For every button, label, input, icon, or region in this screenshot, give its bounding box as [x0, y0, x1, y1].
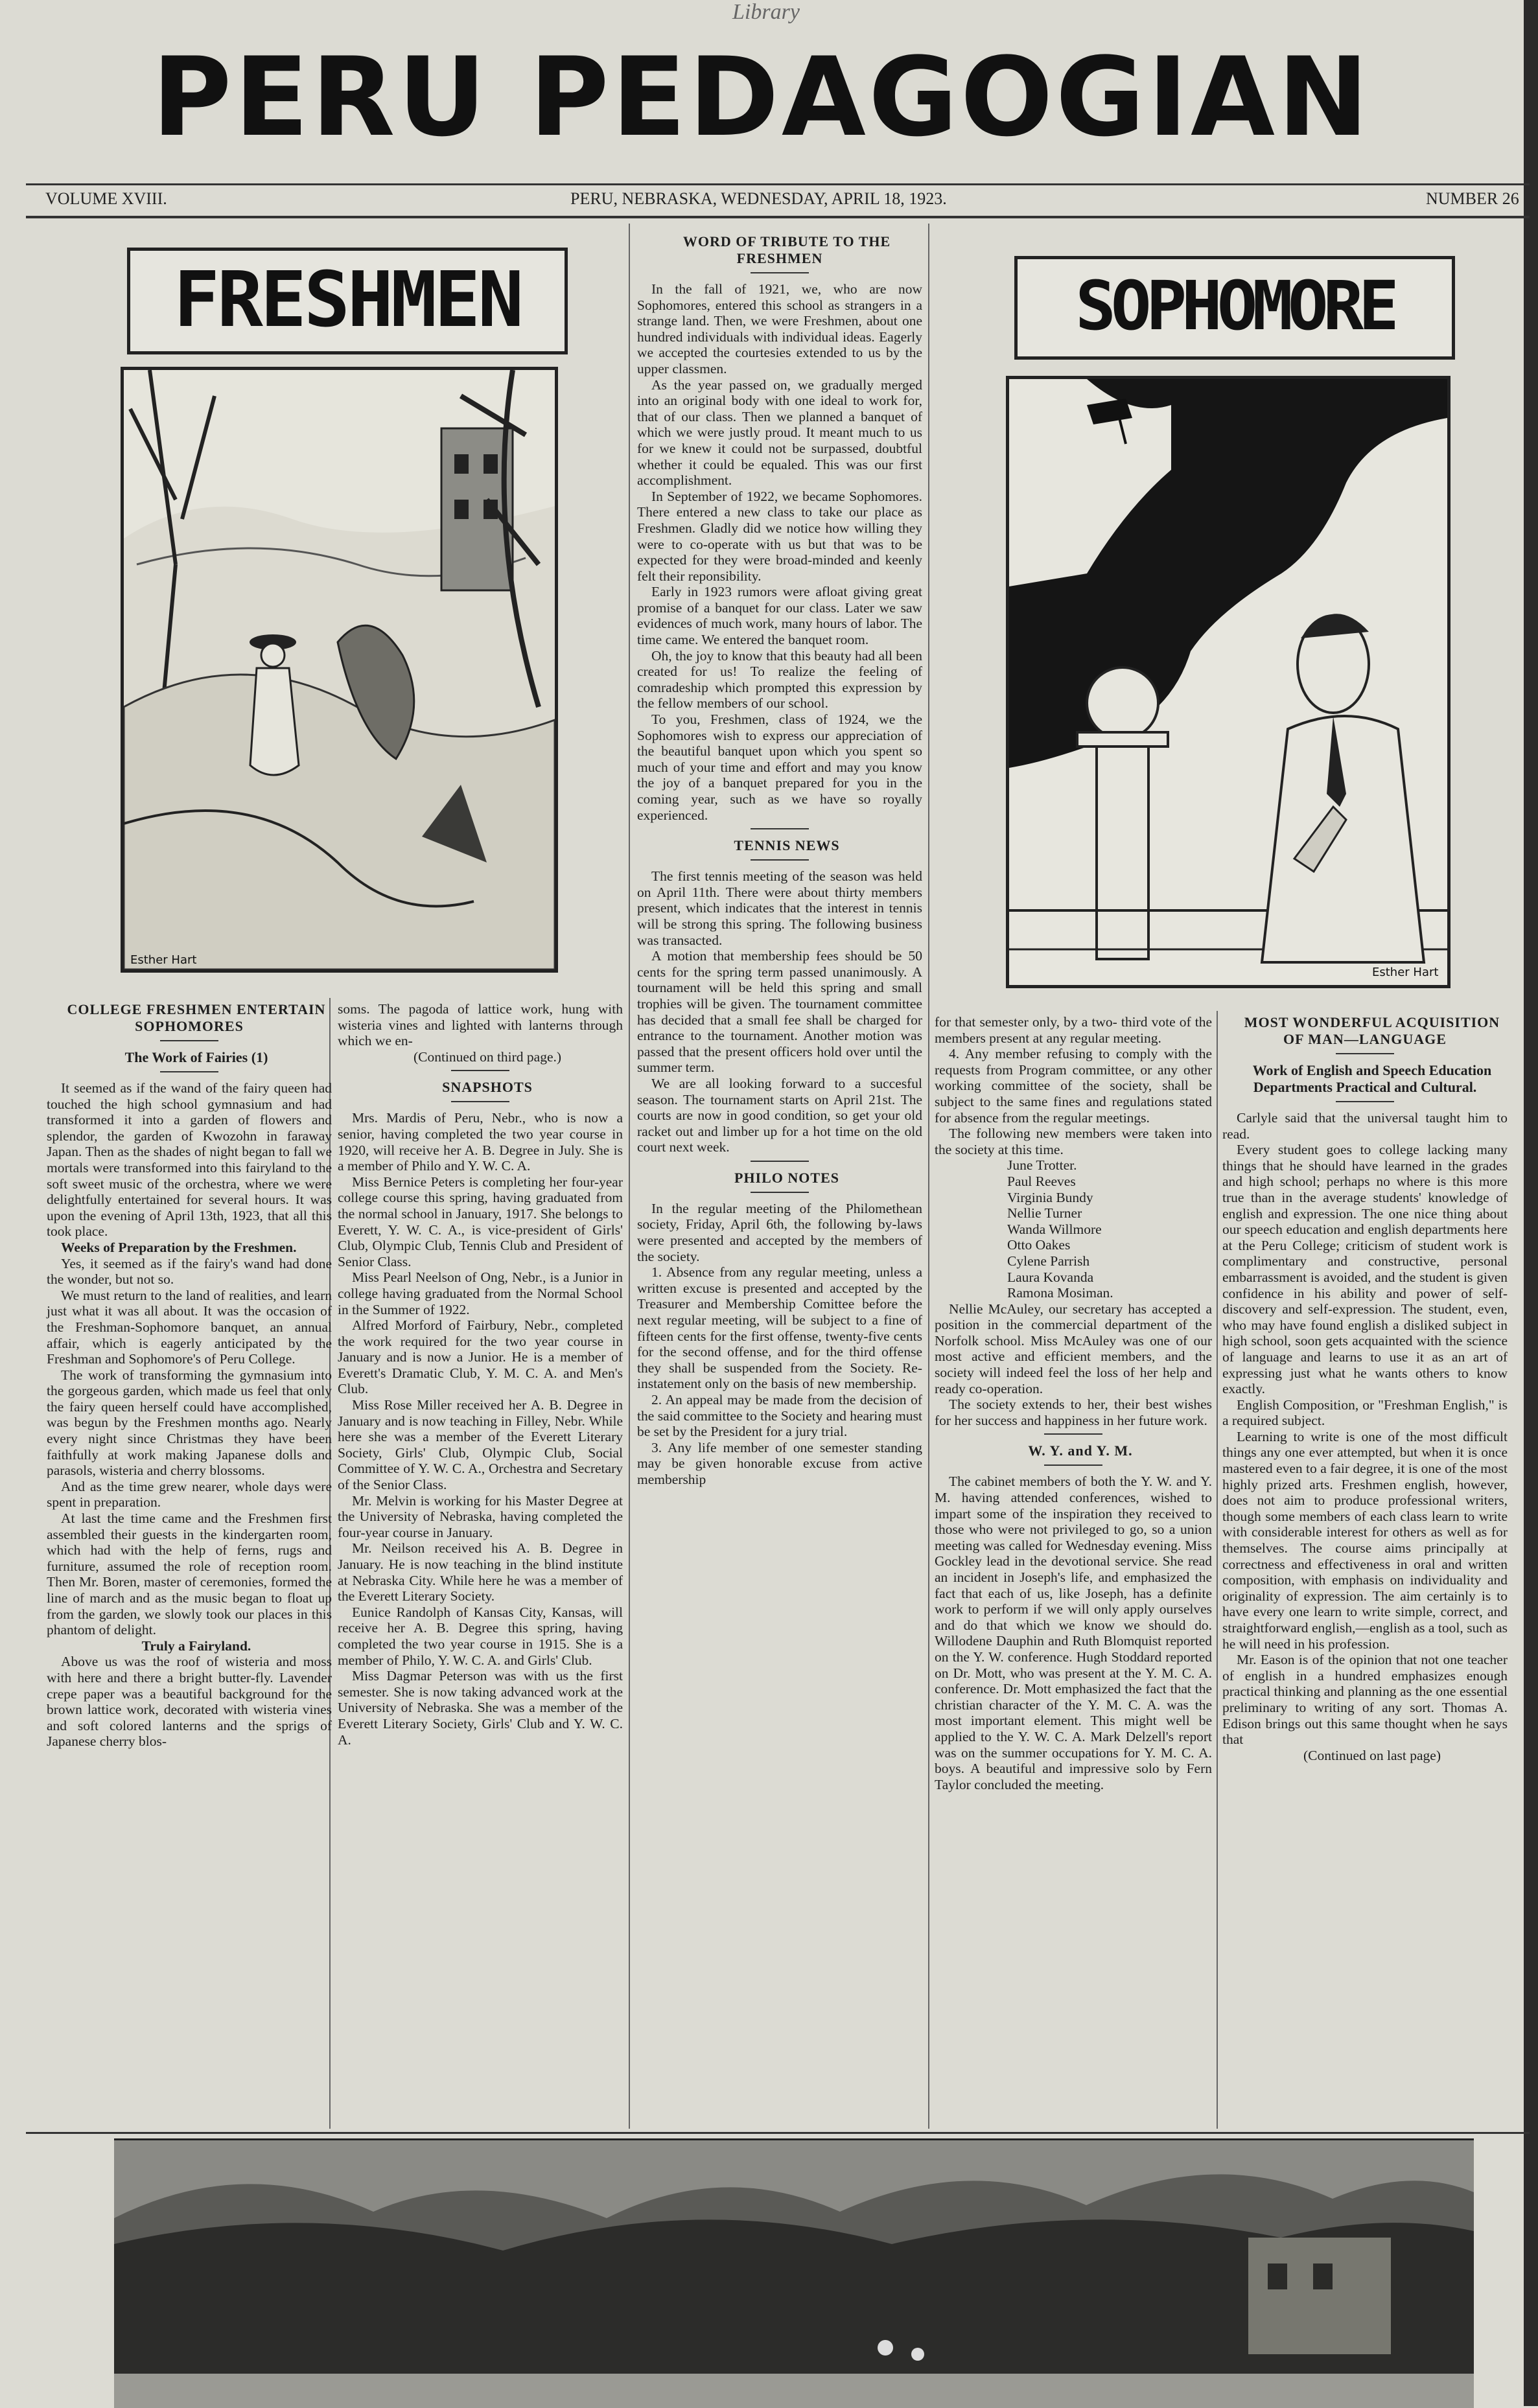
philo-notes-headline: PHILO NOTES	[734, 1169, 839, 1186]
sophomore-drawing	[1009, 379, 1447, 985]
word-of-tribute-headline: WORD OF TRIBUTE TO THE FRESHMEN	[682, 233, 891, 266]
college-freshmen-headline: COLLEGE FRESHMEN ENTERTAIN SOPHOMORES	[67, 1001, 326, 1034]
article-paragraph: It seemed as if the wand of the fairy queen had touched the high school gymnasium and had transformed it into a garden of flowers and splendor, the garden of Kwozohn in faraway Japan. Then as the shades of night began to fall we mortals were transformed into this fairyland to the soft sweet music of the orchestra, where we were delightfully entertained for several hours. It was upon the evening of April 13th, 1923, that all this took place.	[47, 1080, 332, 1240]
article-paragraph: 1. Absence from any regular meeting, unless a written excuse is presented and accepted by the Treasurer and Membership Comittee before the next regular meeting, will be subject to a fine of fifteen cents for the first offense, twenty-five cents for the second offense, and for the third offense they shall be suspended from the Society. Re-instatement only on the basis of new membership.	[637, 1264, 922, 1392]
inline-heading: Weeks of Preparation by the Freshmen.	[61, 1239, 297, 1255]
freshmen-drawing	[124, 370, 555, 969]
article-paragraph: Mrs. Mardis of Peru, Nebr., who is now a senior, having completed the two year course in 1920, will receive her A. B. Degree in July. She is a member of Philo and Y. W. C. A.	[338, 1110, 623, 1174]
article-paragraph: A motion that membership fees should be 50 cents for the spring term passed unanimously. A tournament will be held this spring and small trophies will be given. The tournament committee has decided that a small fee shall be charged for entrance to the tournament. Another motion was passed that the present officers hold over until the summer term.	[637, 948, 922, 1076]
masthead-title: PERU PEDAGOGIAN	[152, 34, 1371, 161]
member-name: Cylene Parrish	[1007, 1253, 1090, 1269]
article-paragraph: The following new members were taken into the society at this time.	[935, 1126, 1212, 1157]
column-2	[338, 1001, 623, 1748]
article-paragraph: In the fall of 1921, we, who are now Sophomores, entered this school as strangers in a strange land. Then, we were Freshmen, about one hundred individuals with individual ideas. Eagerly we accepted the courtesies extended to us by the upper classmen.	[637, 281, 922, 376]
campus-photograph	[114, 2138, 1474, 2408]
article-paragraph: Miss Dagmar Peterson was with us the first semester. She is now taking advanced work at the University of Nebraska. She was a member of the Everett Literary Society, Girls' Club and Y. W. C. A.	[338, 1668, 623, 1748]
rule-short	[751, 828, 809, 829]
rule-short	[751, 272, 809, 273]
info-rule	[26, 216, 1530, 218]
article-paragraph: Carlyle said that the universal taught him to read.	[1222, 1110, 1508, 1142]
member-name: Virginia Bundy	[1007, 1189, 1093, 1205]
member-name: Laura Kovanda	[1007, 1269, 1094, 1285]
volume-label: VOLUME XVIII.	[45, 189, 167, 208]
campus-photo-drawing	[114, 2140, 1474, 2408]
sophomore-illustration	[1006, 376, 1451, 988]
dateline: PERU, NEBRASKA, WEDNESDAY, APRIL 18, 1923.	[570, 189, 947, 208]
sophomore-banner-text: SOPHOMORE	[1075, 266, 1394, 345]
freshmen-illustration	[121, 367, 558, 973]
article-paragraph: Learning to write is one of the most difficult things any one ever attempted, but when it is once mastered even to a fair degree, it is one of the most highly prized arts. Freshmen english, however, does not aim to produce professional writers, though some members of each class learn to write with considerable interest for others as well as for themselves. The course aims principally at correctness and effectiveness in oral and written composition, with emphasis on individuality and originality of expression. The aim certainly is to have every one learn to write simple, correct, and straightforward english,—english as a tool, such as he will need in his profession.	[1222, 1428, 1508, 1652]
snapshots-headline: SNAPSHOTS	[442, 1079, 533, 1096]
article-paragraph: The society extends to her, their best wishes for her success and happiness in her future work.	[935, 1396, 1212, 1428]
article-paragraph: Mr. Neilson received his A. B. Degree in January. He is now teaching in the blind institute at Nebraska City. While here he was a member of the Everett Literary Society.	[338, 1540, 623, 1604]
continued-note: (Continued on third page.)	[413, 1048, 562, 1065]
article-paragraph: Miss Bernice Peters is completing her four-year college course this spring, having graduated from the normal school in January, 1917. She belongs to Everett, Y. W. C. A., is vice-president of Girls' Club, Olympic Club, Tennis Club and President of Senior Class.	[338, 1174, 623, 1269]
rule-short	[451, 1070, 509, 1071]
member-name: Otto Oakes	[1007, 1237, 1071, 1253]
rule-short	[451, 1101, 509, 1102]
divider-4	[1217, 1011, 1218, 2129]
language-headline: MOST WONDERFUL ACQUISITION OF MAN—LANGUAGE	[1244, 1014, 1500, 1047]
article-paragraph: for that semester only, by a two- third vote of the members present at any regular meeting.	[935, 1014, 1212, 1046]
rule-short	[751, 1161, 809, 1162]
tennis-news-headline: TENNIS NEWS	[734, 837, 840, 854]
yw-ym-headline: W. Y. and Y. M.	[1028, 1442, 1133, 1459]
article-paragraph: Nellie McAuley, our secretary has accepted a position in the commercial department of the Norfolk school. Miss McAuley was one of our most active and efficient members, and the society will indeed feel the loss of her help and ready co-operation.	[935, 1301, 1212, 1396]
article-paragraph: The first tennis meeting of the season was held on April 11th. There were about thirty members present, which indicates that the interest in tennis will be strong this spring. The following business was transacted.	[637, 868, 922, 948]
article-paragraph: The work of transforming the gymnasium into the gorgeous garden, which made us feel that only the fairy queen herself could have accomplished, was begun by the Freshmen months ago. Nearly every night since Christmas they have been faithfully at work making Japanese dolls and parasols, wisteria and cherry blossoms.	[47, 1367, 332, 1479]
article-paragraph: Alfred Morford of Fairbury, Nebr., completed the work required for the two year course in January and is now a Junior. He is a member of Everett's Dramatic Club, Y. M. C. A. and Men's Club.	[338, 1317, 623, 1397]
divider-2	[629, 224, 630, 2129]
article-paragraph: Yes, it seemed as if the fairy's wand had done the wonder, but not so.	[47, 1255, 332, 1288]
continued-note: (Continued on last page)	[1303, 1747, 1441, 1763]
rule-short	[160, 1071, 218, 1072]
rule-short	[1044, 1464, 1102, 1466]
article-paragraph: To you, Freshmen, class of 1924, we the Sophomores wish to express our appreciation of the beautiful banquet upon which you spent so much of your time and effort and may you know the joy of a banquet prepared for you in the coming year, such as we have so royally experienced.	[637, 712, 922, 823]
page-edge-shadow	[1524, 0, 1538, 2406]
article-paragraph: soms. The pagoda of lattice work, hung with wisteria vines and lighted with lanterns through which we en-	[338, 1001, 623, 1049]
article-paragraph: At last the time came and the Freshmen first assembled their guests in the kindergarten room, which had with the help of ferns, rugs and furniture, assumed the role of reception room. Then Mr. Boren, master of ceremonies, formed the line of march and as the music began to float up from the garden, we slowly took our places in this phantom of delight.	[47, 1511, 332, 1638]
article-paragraph: Early in 1923 rumors were afloat giving great promise of a banquet for our class. Later we saw evidences of much work, many hours of labor. The time came. We entered the banquet room.	[637, 584, 922, 648]
top-rule	[26, 183, 1530, 185]
article-paragraph: We are all looking forward to a succesful season. The tournament starts on April 21st. The courts are now in good condition, so get your old racket out and limber up for a hot time on the old court next week.	[637, 1075, 922, 1155]
article-paragraph: English Composition, or "Freshman English," is a required subject.	[1222, 1396, 1508, 1429]
article-paragraph: 4. Any member refusing to comply with the requests from Program committee, or any other working committee of the society, shall be subject to the same fines and regulations stated for absence from the regular meetings.	[935, 1046, 1212, 1126]
article-paragraph: In September of 1922, we became Sophomores. There entered a new class to take our place as Freshmen. Gladly did we notice how willing they were to co-operate with us but that was to be expected for they were broad-minded and keenly felt their reponsibility.	[637, 488, 922, 584]
article-paragraph: 2. An appeal may be made from the decision of the said committee to the Society and hearing must be set by the President for a jury trial.	[637, 1392, 922, 1440]
rule-short	[751, 859, 809, 861]
member-name: Wanda Willmore	[1007, 1221, 1102, 1237]
article-paragraph: Miss Rose Miller received her A. B. Degree in January and is now teaching in Filley, Nebr. While here she was a member of the Everett Literary Society, Girls' Club, Olympic Club, Social Committee of Y. W. C. A., Orchestra and Secretary of the Senior Class.	[338, 1397, 623, 1493]
masthead-top-fragment: Library	[732, 0, 800, 24]
article-paragraph: Oh, the joy to know that this beauty had all been created for us! To realize the feeling of comradeship which prompted this expression by the fellow members of our school.	[637, 647, 922, 712]
column-5	[1222, 1014, 1508, 1763]
language-subhead: Work of English and Speech Education Departments Practical and Cultural.	[1252, 1062, 1492, 1095]
sophomore-banner	[1014, 256, 1455, 360]
issue-number: NUMBER 26	[1426, 189, 1519, 208]
rule-short	[1336, 1053, 1394, 1054]
member-name: Nellie Turner	[1007, 1205, 1082, 1221]
rule-short	[1336, 1101, 1394, 1102]
divider-3	[928, 224, 929, 2129]
article-paragraph: In the regular meeting of the Philomethean society, Friday, April 6th, the following by-laws were presented and accepted by the members of the society.	[637, 1200, 922, 1264]
rule-short	[160, 1040, 218, 1041]
column-1	[47, 1001, 332, 1750]
article-paragraph: Mr. Eason is of the opinion that not one teacher of english in a hundred emphasizes enough practical thinking and planning as the one essential preliminary to writing of any sort. Thomas A. Edison brings out this same thought when he says that	[1222, 1652, 1508, 1748]
freshmen-signature: Esther Hart	[130, 953, 197, 967]
member-name: Ramona Mosiman.	[1007, 1285, 1113, 1301]
member-name: June Trotter.	[1007, 1157, 1077, 1174]
work-of-fairies-subhead: The Work of Fairies (1)	[124, 1049, 268, 1065]
info-bar	[45, 189, 1523, 211]
sophomore-signature: Esther Hart	[1372, 966, 1439, 979]
article-paragraph: Every student goes to college lacking many things that he should have learned in the grades and high school; perhaps no where is this more true than in the average students' knowledge of english and expression. The one nice thing about our speech education and english departments here at the Peru College; criticism of student work is complimentary and constructive, personal embarrassment is avoided, and the student is given confidence in his ability and power of self-discovery and self-expression. The student, even, who may have found english a disliked subject in high school, soon gets acquainted with the science of language and learns to use it as an art of expressing just what he wants others to know exactly.	[1222, 1142, 1508, 1397]
article-paragraph: 3. Any life member of one semester standing may be given honorable excuse from active membership	[637, 1439, 922, 1487]
article-paragraph: The cabinet members of both the Y. W. and Y. M. having attended conferences, wished to impart some of the inspiration they received to those who were not privileged to go, so a union meeting was called for Wednesday evening. Miss Gockley lead in the devotional service. She read an incident in Joseph's life, and emphasized the fact that each of us, like Joseph, has a definite work to perform if we will only apply ourselves and do that which we know we should do. Willodene Dauphin and Ruth Blomquist reported on the Y. W. conference. Hugh Stoddard reported on Dr. Mott, who was present at the Y. M. C. A. conference. Dr. Mott emphasized the fact that the christian character of the Y. M. C. A. was the most important element. This might well be applied to the Y. W. C. A. Mark Delzell's report was on the summer occupations for Y. M. C. A. boys. A beautiful and impressive solo by Fern Taylor concluded the meeting.	[935, 1474, 1212, 1792]
freshmen-banner-text: FRESHMEN	[173, 255, 522, 344]
rule-short	[1044, 1433, 1102, 1435]
column-4	[935, 1014, 1212, 1792]
article-paragraph: Miss Pearl Neelson of Ong, Nebr., is a Junior in college having graduated from the Normal School in the Summer of 1922.	[338, 1269, 623, 1317]
article-paragraph: Eunice Randolph of Kansas City, Kansas, will receive her A. B. Degree this spring, having completed the two year course in 1915. She is a member of Philo, Y. W. C. A. and Girls' Club.	[338, 1604, 623, 1668]
inline-heading: Truly a Fairyland.	[141, 1638, 251, 1654]
article-paragraph: Above us was the roof of wisteria and moss with here and there a bright butter-fly. Lavender crepe paper was a beautiful background for the brown lattice work, decorated with wisteria vines and soft colored lanterns and the sprigs of Japanese cherry blos-	[47, 1654, 332, 1750]
article-paragraph: As the year passed on, we gradually merged into an original body with one ideal to work for, that of our class. Then we planned a banquet of which we were justly proud. It meant much to us for we knew it could not be surpassed, doubtful whether it could be equaled. This was our first accomplishment.	[637, 376, 922, 489]
article-paragraph: We must return to the land of realities, and learn just what it was all about. It was the occasion of the Freshman-Sophomore banquet, an annual affair, which is eagerly anticipated by the Freshman and Sophomore's of Peru College.	[47, 1287, 332, 1367]
freshmen-banner	[127, 248, 568, 354]
member-name: Paul Reeves	[1007, 1173, 1076, 1189]
bottom-rule	[26, 2132, 1530, 2134]
article-paragraph: And as the time grew nearer, whole days were spent in preparation.	[47, 1478, 332, 1511]
article-paragraph: Mr. Melvin is working for his Master Degree at the University of Nebraska, having completed the four-year course in January.	[338, 1492, 623, 1540]
column-3	[637, 233, 922, 1488]
rule-short	[751, 1192, 809, 1193]
